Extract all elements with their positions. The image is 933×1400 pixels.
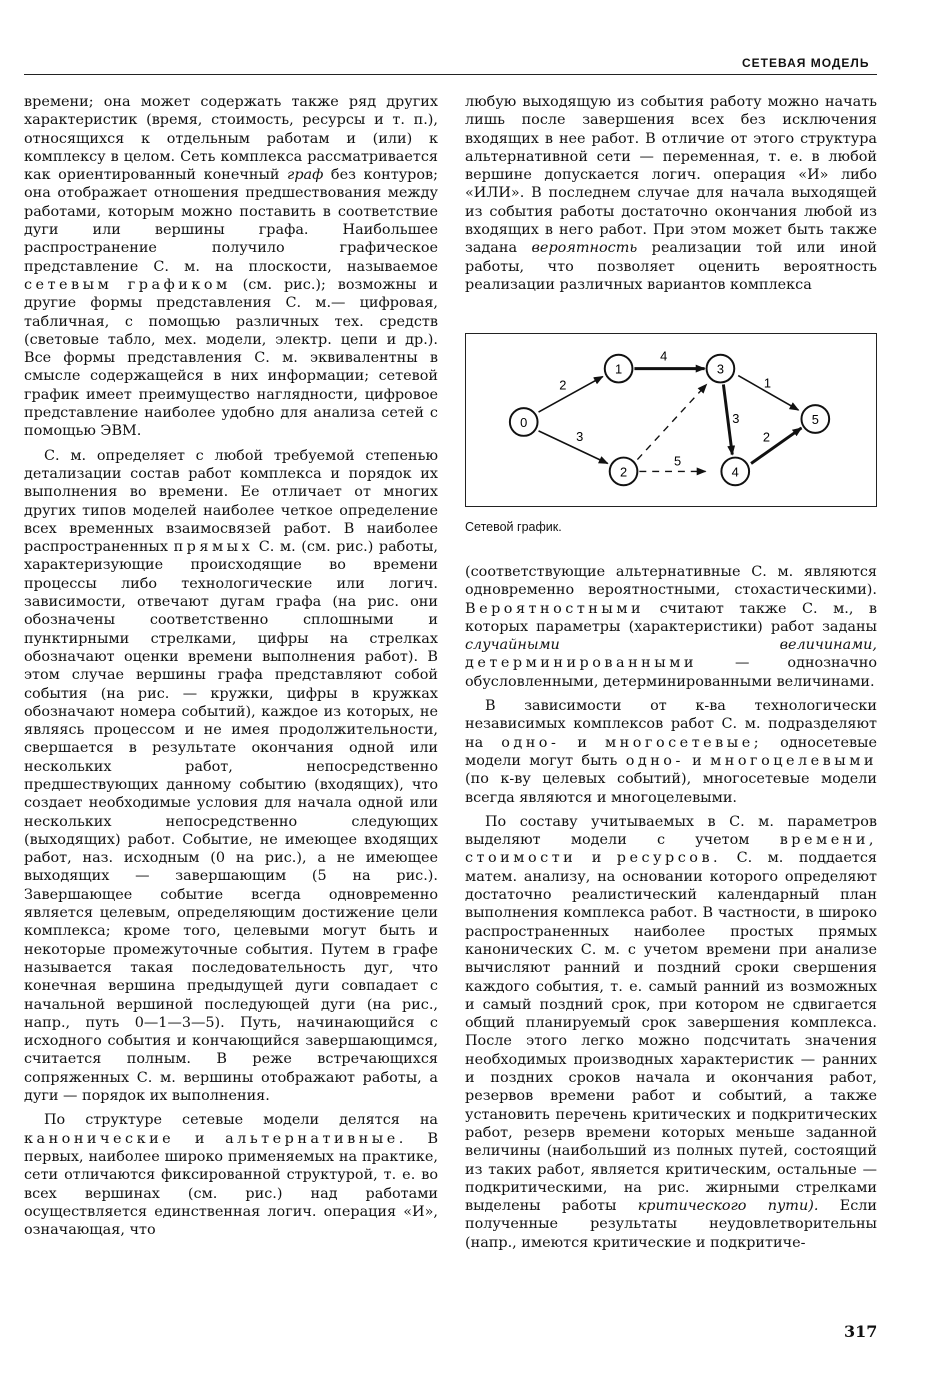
node-5 xyxy=(801,405,829,433)
node-0 xyxy=(510,408,538,436)
spaced-term: Вероятностными xyxy=(465,600,645,617)
spaced-term: сетевым графиком xyxy=(24,276,231,293)
right-column-bottom xyxy=(465,563,877,1252)
text: (см. рис.); возможны и другие формы представления С. м.— цифровая, табличная, с помощью различных тех. средств (световые табло, мех. модели, электр. цепи и др.). Все формы представления С. м. эквивалентны в смысле содержащейся в них информации; сетевой график имеет преимущество наглядности, цифровое представление наиболее удобно для анализа сетей с помощью ЭВМ. xyxy=(24,276,438,440)
node-3 xyxy=(707,355,735,383)
edge-label-4-5: 2 xyxy=(762,429,771,445)
node-2 xyxy=(610,458,638,486)
term-link: случайными величинами, xyxy=(465,637,877,654)
node-1 xyxy=(605,355,633,383)
figure-caption: Сетевой график. xyxy=(465,520,562,534)
edge-0-2 xyxy=(539,428,608,464)
edge-0-1 xyxy=(539,377,603,413)
spaced-term: прямых xyxy=(173,539,254,556)
header-rule xyxy=(24,74,877,75)
edge-label-1-3: 4 xyxy=(660,348,668,364)
network-graph-figure xyxy=(465,333,877,507)
text: — однозначно обусловленными, детерминированными величинами. xyxy=(465,655,877,690)
edge-label-3-5: 1 xyxy=(763,375,772,391)
edge-label-3-4: 3 xyxy=(732,410,740,426)
svg-text:3: 3 xyxy=(716,361,725,377)
text: В зависимости от к-ва технологически независимых комплексов работ С. м. подразделяют на xyxy=(465,698,877,751)
paragraph xyxy=(465,93,877,294)
text: любую выходящую из события работу можно начать лишь после завершения всех без исключения входящих в нее работ. В отличие от этого структура альтернативной сети — переменная, т. е. в любой вершине допускается логич. операция «И» либо «ИЛИ». В последнем случае для начала выходящей из события работы достаточно окончания любой из входящих в него работ. При этом может быть также задана xyxy=(465,94,877,257)
left-column xyxy=(24,93,438,1239)
text: и xyxy=(692,752,702,769)
svg-text:4: 4 xyxy=(731,464,739,480)
edge-3-4 xyxy=(723,384,732,454)
running-title: СЕТЕВАЯ МОДЕЛЬ xyxy=(742,56,870,70)
spaced-term: многоцелевыми xyxy=(710,752,878,769)
spaced-term: многосетевые; xyxy=(604,734,763,751)
text: считают также С. м., в которых параметры (характеристики) работ заданы xyxy=(465,600,878,635)
paragraph xyxy=(24,1111,438,1239)
text: (соответствующие альтернативные С. м. являются одновременно вероятностными, стохастическими). xyxy=(465,564,877,599)
spaced-term: одно- xyxy=(625,752,684,769)
network-graph xyxy=(466,334,876,506)
paragraph xyxy=(465,563,877,691)
edge-2-3-dashed xyxy=(637,384,706,459)
text: времени; она может содержать также ряд других характеристик (время, стоимость, ресурсы и т. п.), относящихся к отдельным работам и (или) к комплексу в целом. Сеть комплекса рассматривается как ориентированный конечный xyxy=(24,94,438,184)
edge-label-2-4: 5 xyxy=(673,453,682,469)
paragraph xyxy=(24,447,438,1106)
svg-text:2: 2 xyxy=(619,464,628,480)
spaced-term: канонические xyxy=(24,1130,175,1147)
text: без контуров; она отображает отношения предшествования между работами, которым можно поставить в соответствие дуги или вершины графа. Наибольшее распространение получило графическое представление С. м. на плоскости, называемое xyxy=(24,167,439,275)
text: По составу учитываемых в С. м. параметров выделяют модели с учетом xyxy=(465,813,877,849)
svg-text:1: 1 xyxy=(615,361,623,377)
text: Если полученные результаты неудовлетворительны (напр., имеются критические и подкритиче- xyxy=(465,1198,878,1251)
spaced-term: ресурсов. xyxy=(616,850,722,867)
spaced-term: альтернативные. xyxy=(225,1130,407,1147)
edge-label-0-2: 3 xyxy=(576,428,584,444)
text: С. м. поддается матем. анализу, на основании которого определяют достаточно реалистический календарный план выполнения комплекса работ. В частности, в широко распространенных наиболее простых прямых канонических С. м. с учетом времени при анализе вычисляют ранний и поздний сроки свершения каждого события, т. е. самый ранний из возможных и самый поздний срок, при котором не сдвигается общий планируемый срок завершения комплекса. После этого легко можно подсчитать значения необходимых производных характеристик — ранних и поздних сроков начала и окончания работ, резервов времени работ и событий, а также установить перечень критических и подкритических работ, резерв времени которых меньше заданной величины (наибольший из полных путей, состоящий из таких работ, является критическим, остальные — подкритическими, на рис. жирными стрелками выделены работы xyxy=(465,850,877,1215)
edge-4-5 xyxy=(751,428,801,464)
spaced-term: детерминированными xyxy=(465,655,698,672)
text: и xyxy=(577,734,587,751)
text: С. м. (см. рис.) работы, характеризующие происходящие во времени процессы либо технологические или логич. зависимости, отвечают дугам графа (на рис. они обозначены соответственно сплошными и пунктирными стрелками, цифры на стрелках обозначают оценки времени выполнения работ). В этом случае вершины графа представляют собой события (на рис. — кружки, цифры в кружках обозначают номера событий), каждое из которых, не являясь процессом и не имея продолжительности, свершается в результате окончания одной или нескольких работ, непосредственно предшествующих данному событию (входящих), что создает необходимые условия для начала одной или нескольких непосредственно следующих (выходящих) работ. Событие, не имеющее входящих работ, наз. исходным (0 на рис.), а не имеющее выходящих — завершающим (5 на рис.). Завершающее событие всегда одновременно является целевым, определяющим достижение цели комплекса; кроме того, целевыми могут быть и некоторые промежуточные события. Путем в графе называется такая последовательность дуг, что конечная вершина предыдущей дуги совпадает с начальной вершиной последующей дуги (на рис., напр., путь 0—1—3—5). Путь, начинающийся с исходного события и кончающийся завершающимся, считается полным. В реже встречающихся сопряженных С. м. вершины отображают работы, а дуги — порядок их выполнения. xyxy=(24,539,438,1105)
spaced-term: одно- xyxy=(501,734,560,751)
node-4 xyxy=(721,458,749,486)
text: В первых, наиболее широко применяемых на практике, сети отличаются фиксированной структурой, т. е. во всех вершинах (см. рис.) над работами осуществляется единственная логич. операция «И», означающая, что xyxy=(24,1130,439,1239)
spaced-term: времени, стоимости xyxy=(465,832,878,867)
text: По структуре сетевые модели делятся на xyxy=(44,1112,438,1129)
edge-label-0-1: 2 xyxy=(559,377,567,393)
text: и xyxy=(194,1130,205,1147)
text: (по к-ву целевых событий), многосетевые модели всегда являются и многоцелевыми. xyxy=(465,771,877,806)
paragraph xyxy=(465,813,877,1252)
paragraph xyxy=(465,697,877,807)
text: односетевые модели могут быть xyxy=(465,734,878,769)
svg-text:5: 5 xyxy=(811,411,819,427)
paragraph xyxy=(24,93,438,441)
text: С. м. определяет с любой требуемой степенью детализации состав работ комплекса и порядок их выполнения во времени. Ее отличает от многих других типов моделей наиболее четкое определение всех временных взаимосвязей работ. В наиболее распространенных xyxy=(24,447,438,556)
page-number: 317 xyxy=(844,1322,878,1341)
text: и xyxy=(591,850,602,867)
svg-text:0: 0 xyxy=(520,414,528,430)
term-link: граф xyxy=(287,167,324,184)
term-link: критического пути). xyxy=(637,1198,819,1215)
text: реализации той или иной работы, что позволяет оценить вероятность реализации различных вариантов комплекса xyxy=(465,240,878,293)
term-link: вероятность xyxy=(531,240,638,257)
right-column-top xyxy=(465,93,877,294)
